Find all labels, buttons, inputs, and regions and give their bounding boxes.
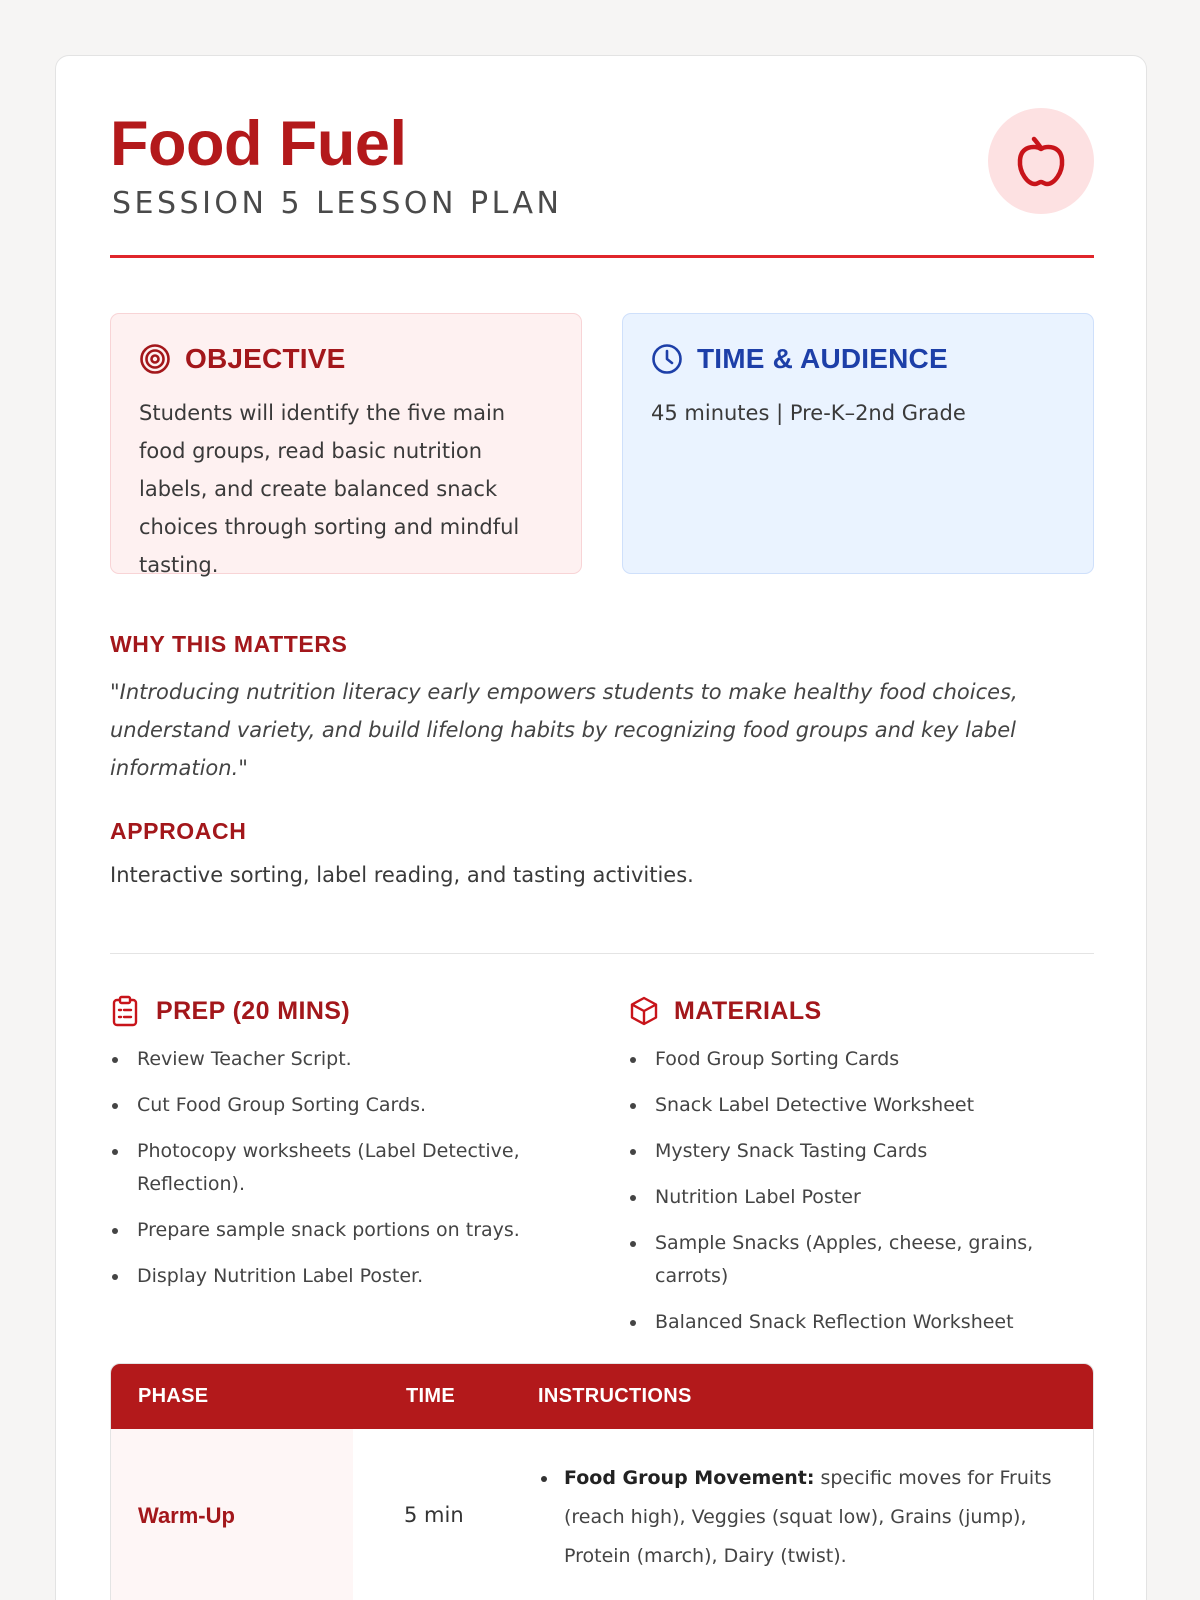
apple-badge: [988, 108, 1094, 214]
list-item: Food Group Sorting Cards: [628, 1043, 1098, 1076]
box-icon: [628, 995, 660, 1027]
table-row: [111, 1429, 1094, 1600]
header-divider: [110, 255, 1094, 258]
time-audience-label: TIME & AUDIENCE: [697, 343, 948, 374]
column-header-phase: PHASE: [138, 1385, 209, 1407]
list-item: Nutrition Label Poster: [628, 1181, 1098, 1214]
list-item: Balanced Snack Reflection Worksheet: [628, 1306, 1098, 1339]
prep-list: [110, 1043, 550, 1293]
phase-time: 5 min: [404, 1503, 464, 1527]
table-header: [111, 1364, 1093, 1429]
prep-label: PREP (20 MINS): [156, 996, 351, 1025]
phase-table: [110, 1363, 1094, 1600]
list-item: Review Teacher Script.: [110, 1043, 550, 1076]
lesson-plan-card: [55, 55, 1147, 1600]
page-subtitle: SESSION 5 LESSON PLAN: [112, 186, 563, 221]
instructions-list: [538, 1459, 1078, 1576]
prep-section: [110, 994, 550, 1306]
approach-text: Interactive sorting, label reading, and tasting activities.: [110, 863, 694, 887]
apple-icon: [1011, 131, 1071, 191]
column-header-time: TIME: [406, 1385, 455, 1407]
list-item: Display Nutrition Label Poster.: [110, 1260, 550, 1293]
list-item: Sample Snacks (Apples, cheese, grains, carrots): [628, 1227, 1098, 1293]
list-item: Prepare sample snack portions on trays.: [110, 1214, 550, 1247]
clipboard-icon: [110, 995, 142, 1027]
why-heading: WHY THIS MATTERS: [110, 631, 348, 657]
materials-list: [628, 1043, 1098, 1339]
target-icon: [139, 343, 171, 375]
list-item: Mystery Snack Tasting Cards: [628, 1135, 1098, 1168]
header: [110, 106, 1094, 256]
instruction-title: Food Group Movement:: [564, 1467, 815, 1489]
page-title: Food Fuel: [110, 109, 407, 179]
column-header-instructions: INSTRUCTIONS: [538, 1385, 692, 1407]
phase-cell: [111, 1429, 353, 1600]
time-audience-box: [622, 313, 1094, 574]
materials-section: [628, 994, 1098, 1352]
objective-text: Students will identify the five main food groups, read basic nutrition labels, and create balanced snack choices through sorting and mindful tasting.: [139, 401, 520, 577]
list-item: Photocopy worksheets (Label Detective, Reflection).: [110, 1135, 550, 1201]
instruction-item: [538, 1459, 1078, 1576]
instruction-text: specific moves for Fruits (reach high), Veggies (squat low), Grains (jump), Protein (march), Dairy (twist).: [564, 1467, 1052, 1567]
time-audience-text: 45 minutes | Pre-K–2nd Grade: [651, 401, 966, 425]
section-divider: [110, 953, 1094, 954]
why-quote: "Introducing nutrition literacy early empowers students to make healthy food choices, understand variety, and build lifelong habits by recognizing food groups and key label information.": [110, 680, 1018, 780]
list-item: Cut Food Group Sorting Cards.: [110, 1089, 550, 1122]
list-item: Snack Label Detective Worksheet: [628, 1089, 1098, 1122]
materials-label: MATERIALS: [674, 996, 822, 1025]
approach-heading: APPROACH: [110, 818, 247, 844]
objective-label: OBJECTIVE: [185, 343, 346, 374]
phase-name: Warm-Up: [138, 1503, 235, 1528]
clock-icon: [651, 343, 683, 375]
objective-box: [110, 313, 582, 577]
